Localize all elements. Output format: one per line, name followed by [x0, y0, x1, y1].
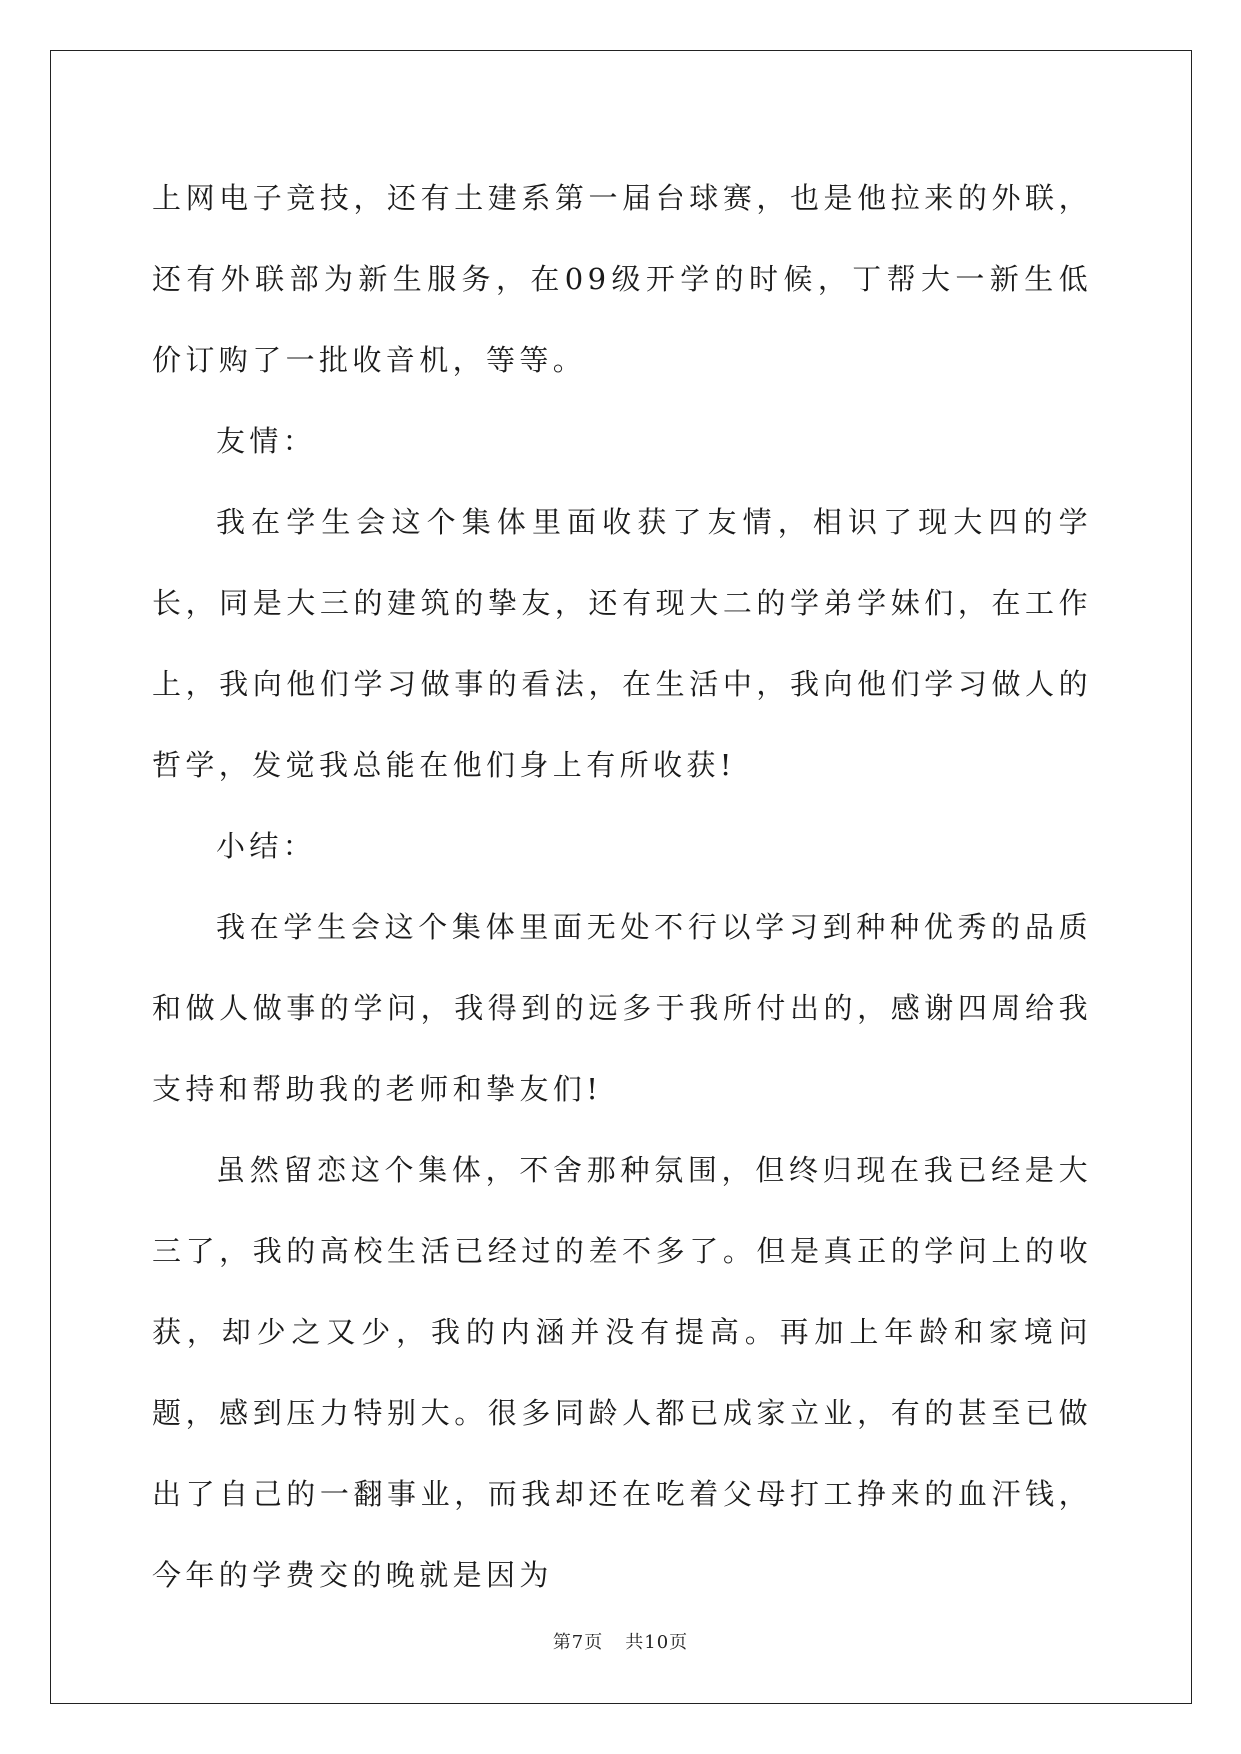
page-footer	[0, 1628, 1241, 1654]
paragraph-friendship: 我在学生会这个集体里面收获了友情，相识了现大四的学长，同是大三的建筑的挚友，还有现大二的学弟学妹们，在工作上，我向他们学习做事的看法，在生活中，我向他们学习做人的哲学，发觉我总能在他们身上有所收获!	[152, 505, 1092, 782]
total-pages: 共10页	[625, 1632, 689, 1653]
heading-summary: 小结：	[216, 829, 317, 863]
paragraph-reflection: 虽然留恋这个集体，不舍那种氛围，但终归现在我已经是大三了，我的高校生活已经过的差不多了。但是真正的学问上的收获，却少之又少，我的内涵并没有提高。再加上年龄和家境问题，感到压力特别大。很多同龄人都已成家立业，有的甚至已做出了自己的一翻事业，而我却还在吃着父母打工挣来的血汗钱，今年的学费交的晚就是因为	[152, 1153, 1092, 1592]
paragraph-1: 上网电子竞技，还有土建系第一届台球赛，也是他拉来的外联，还有外联部为新生服务，在09级开学的时候，丁帮大一新生低价订购了一批收音机，等等。	[152, 181, 1092, 377]
page-number: 第7页	[552, 1632, 604, 1653]
heading-friendship: 友情：	[216, 424, 317, 458]
document-body	[152, 158, 1092, 1616]
paragraph-summary: 我在学生会这个集体里面无处不行以学习到种种优秀的品质和做人做事的学问，我得到的远多于我所付出的，感谢四周给我支持和帮助我的老师和挚友们!	[152, 910, 1092, 1106]
